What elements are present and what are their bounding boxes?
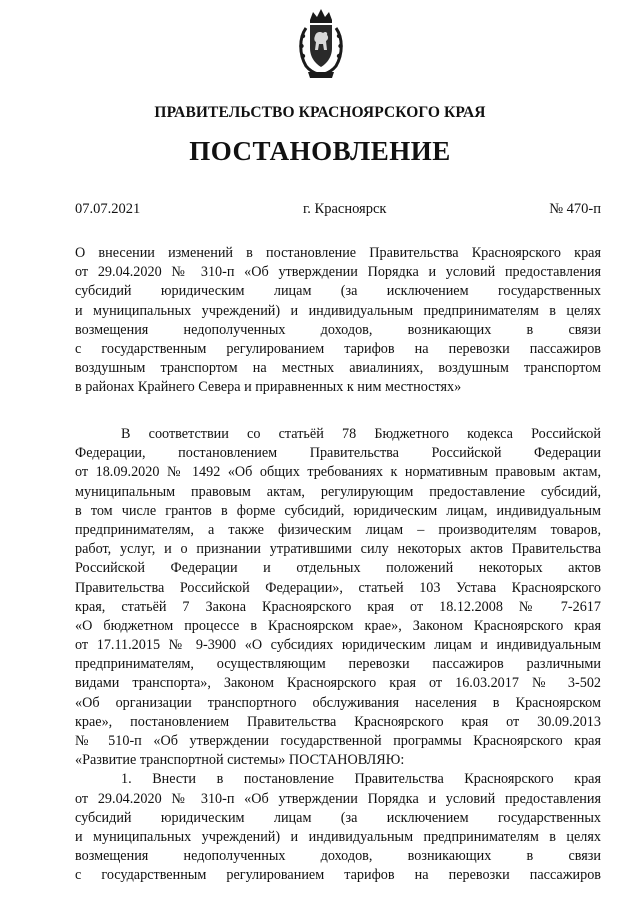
document-type-title: ПОСТАНОВЛЕНИЕ [189, 136, 451, 166]
document-number: № 470-п [549, 201, 601, 217]
body-line: работ, услуг, и о признании утратившими силу некоторых актов Правительства [75, 541, 601, 558]
body-line: № 510-п «Об утверждении государственной программы Красноярского края [75, 733, 601, 749]
document-meta-row [75, 201, 601, 218]
body-line: от 17.11.2015 № 9-3900 «О субсидиях юридическим лицам и индивидуальным [75, 637, 601, 654]
body-line: Правительства Российской Федерации», статьей 103 Устава Красноярского [75, 579, 601, 596]
subject-line: О внесении изменений в постановление Правительства Красноярского края [75, 245, 601, 261]
document-subject [75, 244, 601, 398]
body-line: 1. Внести в постановление Правительства Красноярского края [121, 771, 601, 788]
body-line: от 18.09.2020 № 1492 «Об общих требованиях к нормативным правовым актам, [75, 464, 601, 481]
subject-line: возмещения недополученных доходов, возникающих в связи [75, 321, 601, 338]
body-line: Федерации, постановлением Правительства Российской Федерации [75, 445, 601, 462]
body-line: с государственным регулированием тарифов на перевозки пассажиров [75, 867, 601, 884]
body-line: возмещения недополученных доходов, возникающих в связи [75, 848, 601, 865]
document-city: г. Красноярск [302, 201, 387, 217]
body-line: предпринимателям, осуществляющим перевозки пассажиров различными [75, 656, 601, 673]
document-body [75, 425, 601, 886]
body-line: в том числе грантов в форме субсидий, юридическим лицам, индивидуальным [75, 502, 601, 519]
body-line: «Развитие транспортной системы» ПОСТАНОВЛЯЮ: [75, 752, 405, 769]
body-line: субсидий юридическим лицам (за исключением государственных [75, 809, 601, 826]
body-line: муниципальным правовым актам, регулирующим предоставление субсидий, [75, 483, 601, 500]
body-line: «Об организации транспортного обслуживания населения в Красноярском [75, 694, 601, 711]
body-line: «О бюджетном процессе в Красноярском крае», Законом Красноярского края [75, 617, 601, 634]
government-title: ПРАВИТЕЛЬСТВО КРАСНОЯРСКОГО КРАЯ [154, 104, 486, 121]
subject-line: в районах Крайнего Севера и приравненных к ним местностях» [75, 379, 462, 396]
body-line: от 29.04.2020 № 310-п «Об утверждении Порядка и условий предоставления [75, 790, 601, 807]
subject-line: и муниципальных учреждений) и индивидуальным предпринимателям в целях [75, 302, 601, 319]
subject-line: воздушным транспортом на местных авиалиниях, воздушным транспортом [75, 360, 601, 377]
subject-line: субсидий юридическим лицам (за исключением государственных [75, 283, 601, 300]
body-line: края, статьёй 7 Закона Красноярского края от 18.12.2008 № 7-2617 [75, 598, 601, 615]
subject-line: от 29.04.2020 № 310-п «Об утверждении Порядка и условий предоставления [75, 264, 601, 281]
document-date: 07.07.2021 [75, 201, 141, 217]
krasnoyarsk-coat-of-arms-icon [296, 6, 346, 82]
body-line: В соответствии со статьёй 78 Бюджетного кодекса Российской [121, 426, 601, 442]
body-line: и муниципальных учреждений) и индивидуальным предпринимателям в целях [75, 828, 601, 845]
body-line: предпринимателям, а также физическим лицам – производителям товаров, [75, 521, 601, 538]
body-line: Российской Федерации и отдельных положений некоторых актов [75, 560, 601, 577]
body-line: крае», постановлением Правительства Красноярского края от 30.09.2013 [75, 713, 601, 730]
body-line: видами транспорта», Законом Красноярского края от 16.03.2017 № 3-502 [75, 675, 601, 692]
subject-line: с государственным регулированием тарифов на перевозки пассажиров [75, 340, 601, 357]
